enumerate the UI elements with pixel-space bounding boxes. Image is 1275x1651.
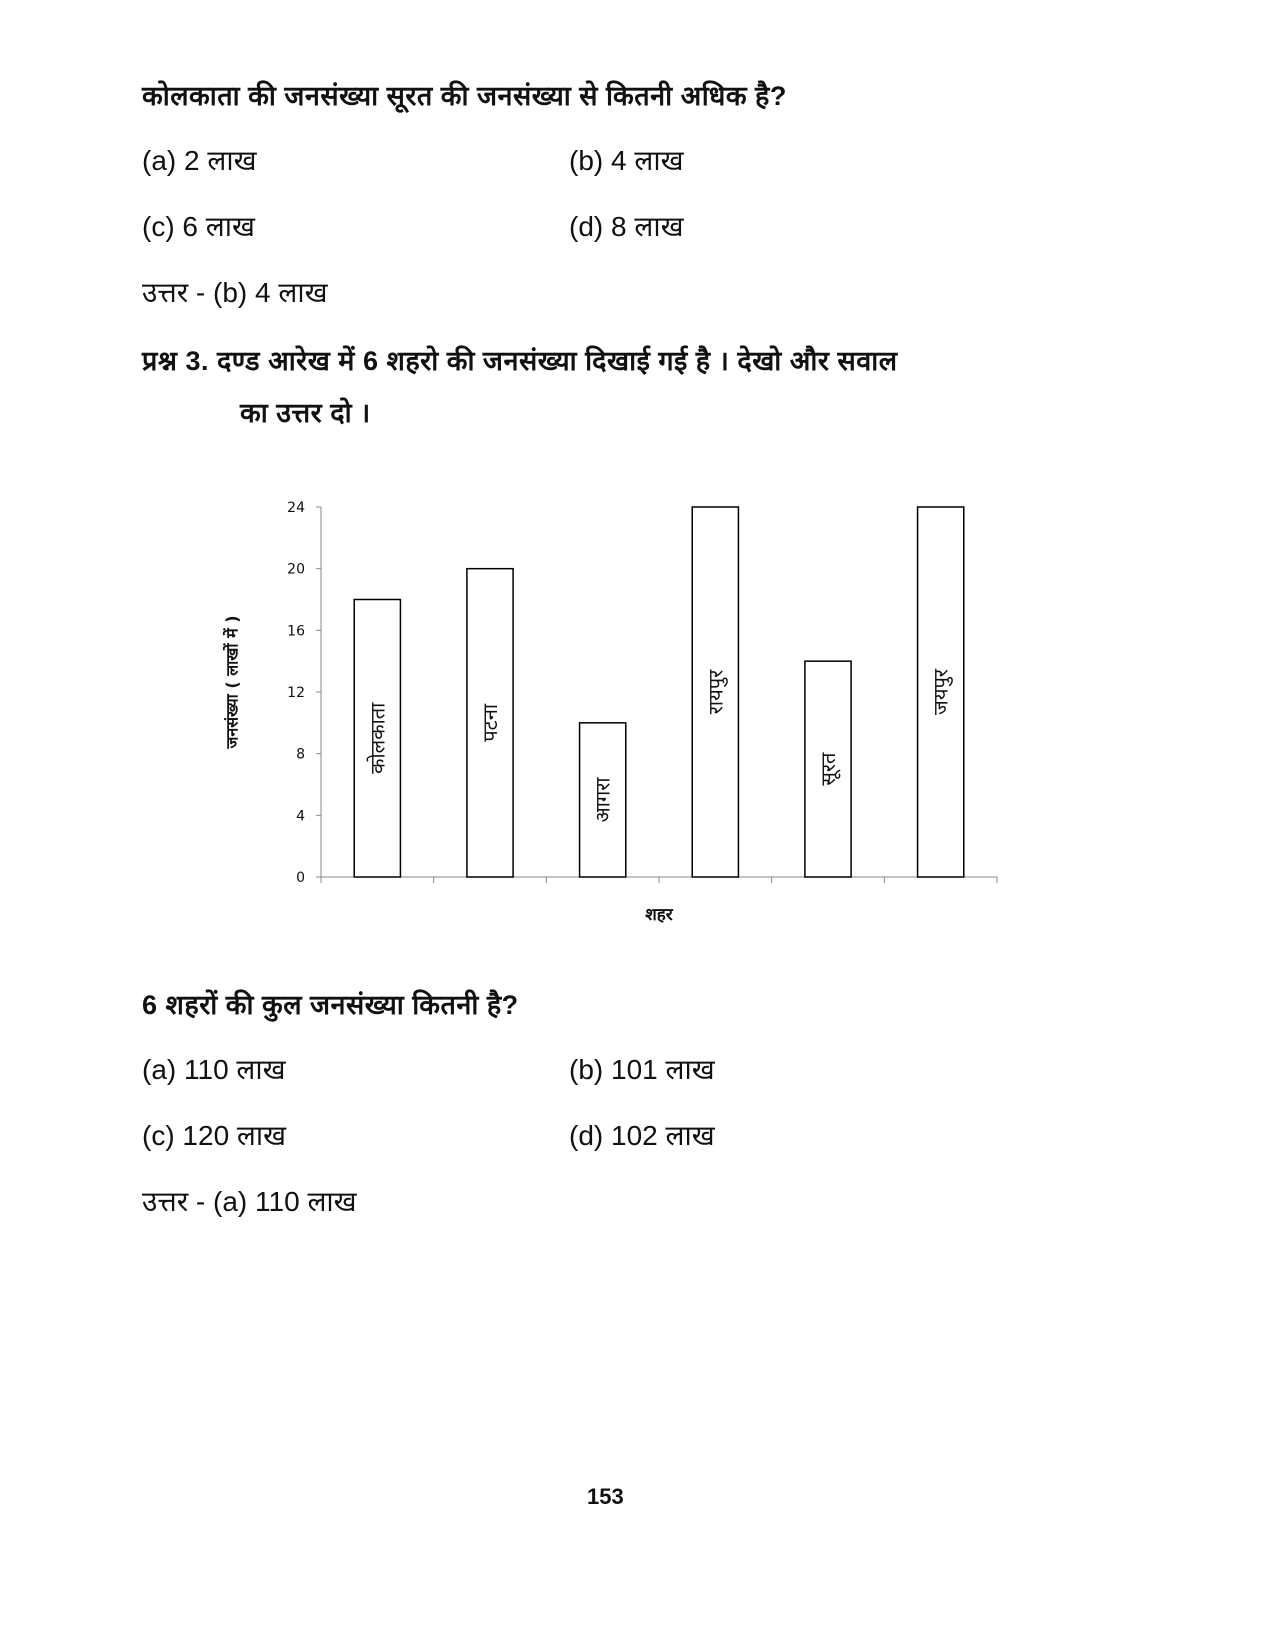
y-tick-label: 4 bbox=[296, 808, 305, 825]
option-c: (c) 120 लाख bbox=[142, 1120, 287, 1151]
bar-category-label: रायपुर bbox=[703, 669, 728, 715]
option-a: (a) 110 लाख bbox=[142, 1054, 286, 1085]
y-tick-label: 16 bbox=[287, 623, 305, 640]
option-c: (c) 6 लाख bbox=[142, 211, 255, 242]
question-kolkata-surat: कोलकाता की जनसंख्या सूरत की जनसंख्या से कितनी अधिक है? bbox=[142, 81, 787, 111]
answer-line: उत्तर - (b) 4 लाख bbox=[142, 277, 328, 308]
bar-category-label: कोलकाता bbox=[365, 702, 390, 774]
y-tick-label: 8 bbox=[296, 746, 305, 763]
chart-axes bbox=[316, 507, 997, 883]
option-d: (d) 8 लाख bbox=[569, 211, 684, 242]
question-total-population: 6 शहरों की कुल जनसंख्या कितनी है? bbox=[142, 990, 519, 1020]
bar-category-label: आगरा bbox=[590, 777, 615, 823]
y-tick-label: 12 bbox=[287, 685, 305, 701]
bar-category-label: जयपुर bbox=[928, 669, 953, 715]
y-axis-title: जनसंख्या ( लाखों में ) bbox=[222, 615, 242, 749]
x-axis-title: शहर bbox=[645, 905, 673, 925]
bar-category-label: पटना bbox=[478, 703, 502, 742]
option-d: (d) 102 लाख bbox=[569, 1120, 715, 1151]
option-b: (b) 4 लाख bbox=[569, 145, 684, 176]
answer-line: उत्तर - (a) 110 लाख bbox=[142, 1186, 357, 1217]
option-a: (a) 2 लाख bbox=[142, 145, 257, 176]
y-tick-label: 20 bbox=[287, 561, 305, 578]
population-bar-chart bbox=[200, 490, 1080, 970]
y-tick-label: 24 bbox=[287, 500, 305, 516]
page-number: 153 bbox=[587, 1484, 624, 1509]
question-3-heading-cont: का उत्तर दो । bbox=[240, 398, 371, 428]
question-3-heading: प्रश्न 3. दण्ड आरेख में 6 शहरो की जनसंख्या दिखाई गई है । देखो और सवाल bbox=[142, 346, 898, 376]
bar-category-label: सूरत bbox=[816, 752, 840, 786]
y-tick-label: 0 bbox=[296, 870, 305, 886]
option-b: (b) 101 लाख bbox=[569, 1054, 715, 1085]
chart-bars bbox=[354, 507, 964, 877]
